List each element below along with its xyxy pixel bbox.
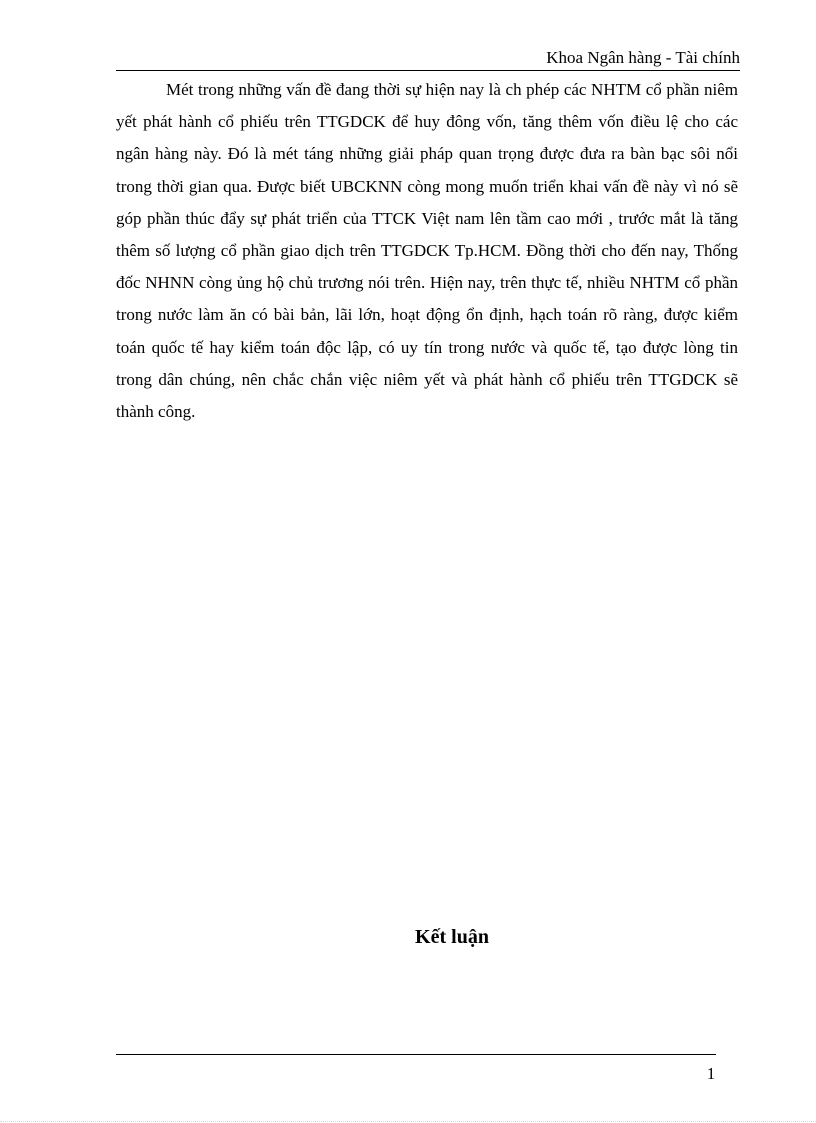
page-number: 1 [706, 1064, 716, 1083]
body-paragraph: Mét trong những vấn đề đang thời sự hiện nay là ch phép các NHTM cổ phần niêm yết phát hành cổ phiếu trên TTGDCK để huy đông vốn, tăng thêm vốn điều lệ cho các ngân hàng này. Đó là mét táng những giải pháp quan trọng được đưa ra bàn bạc sôi nổi trong thời gian qua. Được biết UBCKNN còng mong muốn triển khai vấn đề này vì nó sẽ góp phần thúc đẩy sự phát triển của TTCK Việt nam lên tầm cao mới , trước mắt là tăng thêm số lượng cổ phần giao dịch trên TTGDCK Tp.HCM. Đồng thời cho đến nay, Thống đốc NHNN còng ủng hộ chủ trương nói trên. Hiện nay, trên thực tế, nhiều NHTM cổ phần trong nước làm ăn có bài bản, lãi lớn, hoạt động ổn định, hạch toán rõ ràng, được kiểm toán quốc tế hay kiểm toán độc lập, có uy tín trong nước và quốc tế, tạo được lòng tin trong dân chúng, nên chắc chắn việc niêm yết và phát hành cổ phiếu trên TTGDCK sẽ thành công. [116, 80, 738, 422]
page-edge-divider [0, 1121, 816, 1122]
main-body [116, 74, 738, 428]
section-heading-conclusion: Kết luận [415, 926, 489, 948]
header-rule [116, 70, 740, 71]
running-header: Khoa Ngân hàng - Tài chính [546, 48, 740, 67]
footer-rule [116, 1054, 716, 1055]
